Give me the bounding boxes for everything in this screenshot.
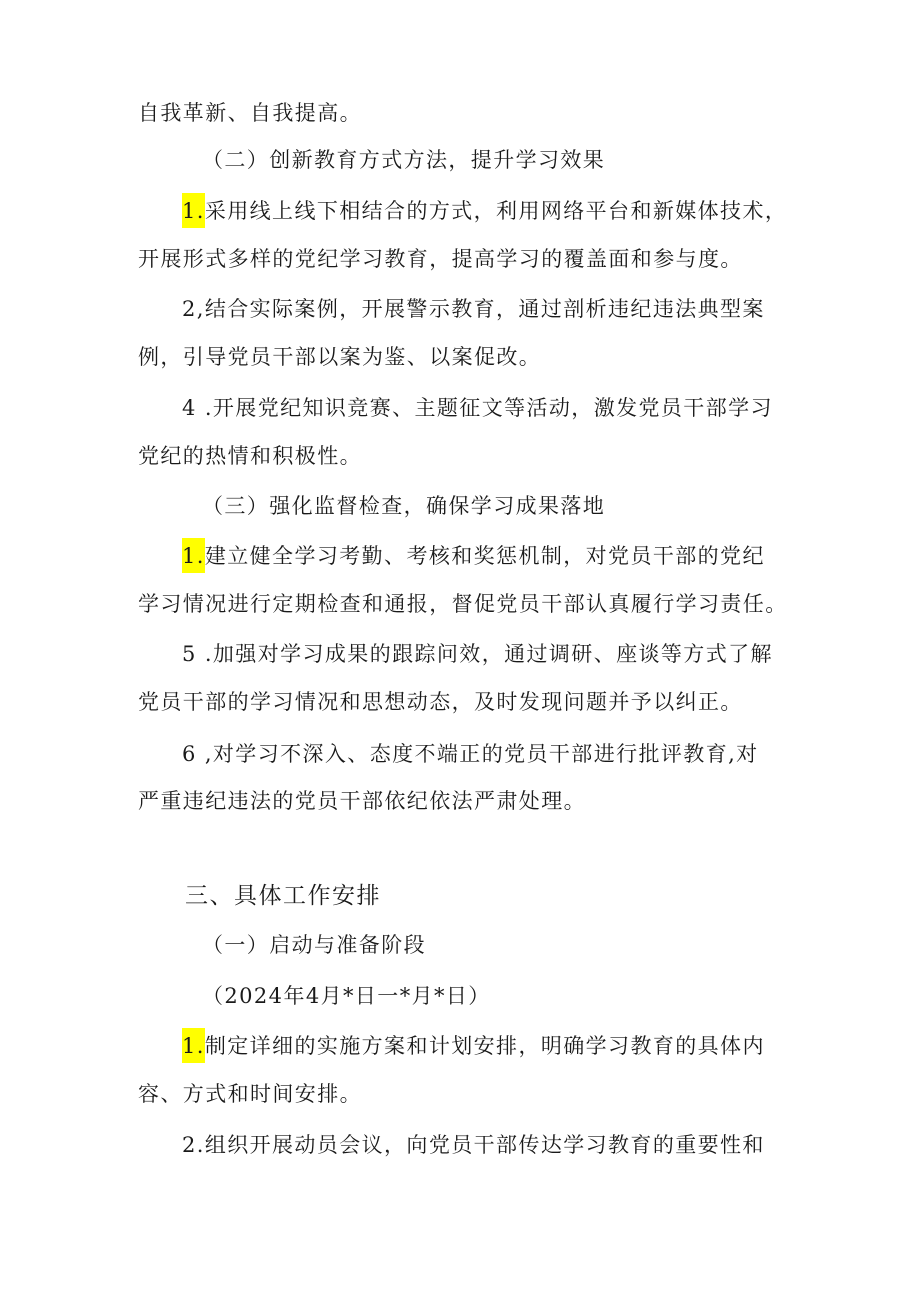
paragraph-line [138,441,798,471]
date-range [202,981,862,1011]
section-subheading [202,491,862,521]
line-text: 6 ,对学习不深入、态度不端正的党员干部进行批评教育,对 [182,742,759,766]
line-text: 党纪的热情和积极性。 [138,444,362,468]
line-text: 建立健全学习考勤、考核和奖惩机制，对党员干部的党纪 [204,544,765,568]
section-subheading [202,145,862,175]
paragraph-line [138,786,798,816]
line-text: 2,结合实际案例，开展警示教育，通过剖析违纪违法典型案 [182,297,765,321]
date-range-text: （2024年4月*日一*月*日） [202,984,491,1008]
line-text: 4 .开展党纪知识竞赛、主题征文等活动，激发党员干部学习 [182,396,773,420]
list-item-line [182,739,842,769]
paragraph-line [138,98,798,128]
highlighted-item-number: 1. [182,538,205,573]
section-subheading [202,930,862,960]
paragraph-line [138,244,798,274]
section-heading [185,880,381,912]
paragraph-line [138,1079,798,1109]
list-item-line [182,196,842,226]
list-item-line [182,393,842,423]
list-item-line [182,639,842,669]
subheading-text: （一）启动与准备阶段 [202,933,426,957]
line-text: 学习情况进行定期检查和通报，督促党员干部认真履行学习责任。 [138,592,788,616]
paragraph-line [138,589,798,619]
line-text: 严重违纪违法的党员干部依纪依法严肃处理。 [138,789,586,813]
line-text: 党员干部的学习情况和思想动态，及时发现问题并予以纠正。 [138,690,743,714]
paragraph-line [138,342,798,372]
list-item-line [182,1130,842,1160]
list-item-line [182,541,842,571]
list-item-line [182,294,842,324]
highlighted-item-number: 1. [182,193,205,228]
list-item-line [182,1031,842,1061]
paragraph-line [138,687,798,717]
highlighted-item-number: 1. [182,1028,205,1063]
subheading-text: （三）强化监督检查，确保学习成果落地 [202,494,606,518]
line-text: 制定详细的实施方案和计划安排，明确学习教育的具体内 [204,1034,765,1058]
subheading-text: （二）创新教育方式方法，提升学习效果 [202,148,606,172]
line-text: 容、方式和时间安排。 [138,1082,362,1106]
line-text: 例，引导党员干部以案为鉴、以案促改。 [138,345,542,369]
line-text: 开展形式多样的党纪学习教育，提高学习的覆盖面和参与度。 [138,247,743,271]
line-text: 2.组织开展动员会议，向党员干部传达学习教育的重要性和 [182,1133,765,1157]
line-text: 5 .加强对学习成果的跟踪问效，通过调研、座谈等方式了解 [182,642,773,666]
line-text: 采用线上线下相结合的方式，利用网络平台和新媒体技术， [204,199,788,223]
line-text: 自我革新、自我提高。 [138,101,362,125]
heading-text: 三、具体工作安排 [185,883,381,909]
